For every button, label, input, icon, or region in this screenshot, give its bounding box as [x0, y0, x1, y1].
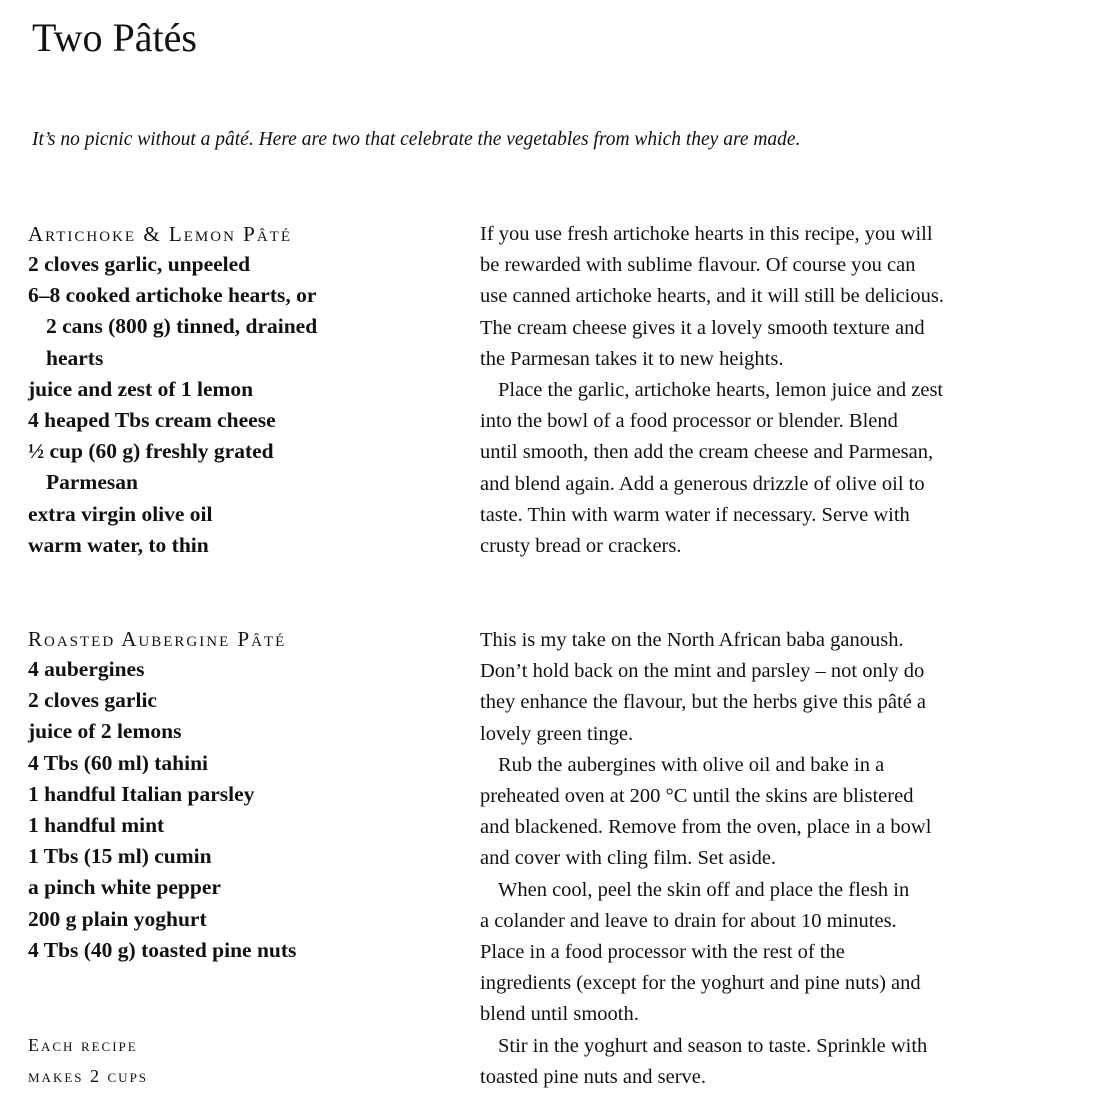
ingredient-item: 2 cloves garlic, unpeeled — [28, 252, 251, 276]
ingredient-item: 1 handful mint — [28, 813, 165, 838]
ingredient-item: 2 cloves garlic — [28, 688, 157, 713]
ingredient-item: 2 cans (800 g) tinned, drained — [46, 314, 318, 339]
ingredient-item: juice of 2 lemons — [28, 719, 182, 744]
page-title: Two Pâtés — [32, 15, 197, 60]
recipe-title-artichoke: Artichoke & Lemon Pâté — [28, 222, 293, 246]
method-line: until smooth, then add the cream cheese and Parmesan, — [480, 441, 934, 464]
ingredient-item: 4 Tbs (60 ml) tahini — [28, 750, 208, 775]
method-line: and blackened. Remove from the oven, place in a bowl — [480, 816, 932, 839]
ingredient-item: hearts — [46, 345, 104, 370]
method-line: This is my take on the North African baba ganoush. — [480, 629, 904, 651]
method-line: Place in a food processor with the rest of the — [480, 941, 845, 964]
method-line: they enhance the flavour, but the herbs give this pâté a — [480, 691, 927, 714]
ingredient-item: Parmesan — [46, 470, 138, 495]
method-artichoke — [480, 219, 1100, 562]
method-line: and blend again. Add a generous drizzle of olive oil to — [480, 472, 925, 495]
ingredient-item: 1 Tbs (15 ml) cumin — [28, 844, 212, 869]
method-line: Place the garlic, artichoke hearts, lemon juice and zest — [498, 379, 944, 402]
method-line: taste. Thin with warm water if necessary. Serve with — [480, 503, 910, 526]
ingredient-item: 1 handful Italian parsley — [28, 781, 255, 806]
ingredient-list-artichoke — [28, 249, 448, 561]
intro-text: It’s no picnic without a pâté. Here are two that celebrate the vegetables from which they are made. — [32, 129, 801, 150]
method-line: toasted pine nuts and serve. — [480, 1065, 707, 1088]
recipe-title-aubergine: Roasted Aubergine Pâté — [28, 627, 287, 651]
method-aubergine — [480, 625, 1100, 1093]
method-line: use canned artichoke hearts, and it will still be delicious. — [480, 285, 944, 308]
ingredient-item: ½ cup (60 g) freshly grated — [28, 439, 274, 464]
yield-line: makes 2 cups — [28, 1066, 149, 1086]
method-line: blend until smooth. — [480, 1003, 639, 1026]
ingredient-item: 4 aubergines — [28, 657, 145, 681]
ingredient-list-aubergine — [28, 654, 448, 966]
method-line: crusty bread or crackers. — [480, 535, 682, 558]
recipe-yield — [28, 1030, 148, 1092]
method-line: lovely green tinge. — [480, 722, 634, 745]
method-line: When cool, peel the skin off and place the flesh in — [498, 878, 910, 901]
method-line: the Parmesan takes it to new heights. — [480, 347, 784, 370]
ingredient-item: 6–8 cooked artichoke hearts, or — [28, 283, 317, 308]
method-line: The cream cheese gives it a lovely smooth texture and — [480, 316, 925, 339]
method-line: into the bowl of a food processor or blender. Blend — [480, 410, 898, 433]
method-line: ingredients (except for the yoghurt and pine nuts) and — [480, 972, 921, 995]
method-line: Don’t hold back on the mint and parsley – not only do — [480, 660, 925, 683]
ingredient-item: juice and zest of 1 lemon — [28, 376, 254, 401]
ingredient-item: 200 g plain yoghurt — [28, 906, 207, 931]
method-line: Stir in the yoghurt and season to taste. Sprinkle with — [498, 1034, 928, 1057]
method-line: If you use fresh artichoke hearts in this recipe, you will — [480, 223, 933, 245]
yield-line: Each recipe — [28, 1035, 138, 1055]
method-line: and cover with cling film. Set aside. — [480, 847, 777, 870]
ingredient-item: warm water, to thin — [28, 532, 209, 557]
ingredient-item: 4 heaped Tbs cream cheese — [28, 408, 276, 433]
method-line: be rewarded with sublime flavour. Of course you can — [480, 254, 916, 277]
ingredient-item: extra virgin olive oil — [28, 501, 213, 526]
method-line: a colander and leave to drain for about 10 minutes. — [480, 909, 897, 932]
method-line: Rub the aubergines with olive oil and bake in a — [498, 753, 885, 776]
method-line: preheated oven at 200 °C until the skins are blistered — [480, 785, 914, 808]
ingredient-item: 4 Tbs (40 g) toasted pine nuts — [28, 937, 297, 962]
ingredient-item: a pinch white pepper — [28, 875, 221, 900]
